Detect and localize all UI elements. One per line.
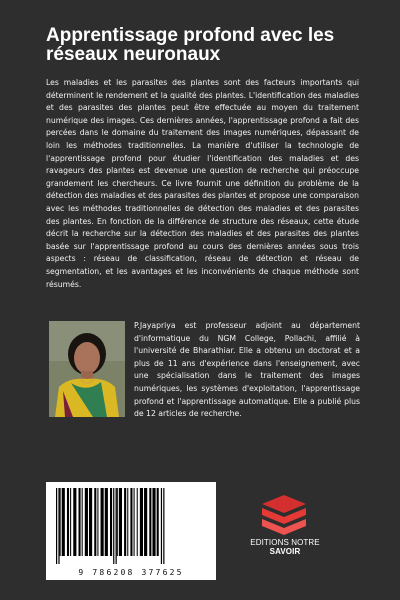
publisher-name — [237, 538, 333, 556]
publisher-name-part1: EDITIONS NOTRE — [250, 538, 320, 547]
publisher-name-part2: SAVOIR — [269, 547, 301, 556]
barcode — [46, 482, 216, 580]
publisher-logo-icon — [254, 493, 314, 535]
author-photo — [49, 321, 125, 417]
isbn-number: 9 786208 377625 — [78, 568, 184, 577]
book-description: Les maladies et les parasites des plantes sont des facteurs importants qui déterminent le rendement et la qualité des plantes. L'identification des maladies et des parasites des plantes peut être effectuée au moyen du traitement numérique des images. Ces dernières années, l'apprentissage profond a fait des percées dans le domaine du traitement des images numériques, dépassant de loin les méthodes traditionnelles. La manière d'utiliser la technologie de l'apprentissage profond pour étudier l'identification des maladies et des ravageurs des plantes est devenue une question de recherche qui préoccupe grandement les chercheurs. Ce livre fournit une définition du problème de la détection des maladies et des parasites des plantes et propose une comparaison avec les méthodes traditionnelles de détection des maladies et des parasites des plantes. En fonction de la différence de structure des réseaux, cette étude décrit la recherche sur la détection des maladies et des parasites des plantes basée sur l'apprentissage profond au cours des dernières années sous trois aspects : réseau de classification, réseau de détection et réseau de segmentation, et les avantages et les inconvénients de chaque méthode sont résumés. — [46, 78, 359, 289]
barcode-bars — [54, 488, 208, 564]
author-bio: P.Jayapriya est professeur adjoint au département d'informatique du NGM College, Pollachi, affilié à l'université de Bharathiar. Elle a obtenu un doctorat et a plus de 11 ans d'expérience dans l'enseignement, avec une spécialisation dans le traitement des images numériques, les systèmes d'exploitation, l'apprentissage profond et l'apprentissage automatique. Elle a publié plus de 12 articles de recherche. — [134, 321, 360, 419]
book-title: Apprentissage profond avec les réseaux neuronaux — [46, 25, 335, 65]
